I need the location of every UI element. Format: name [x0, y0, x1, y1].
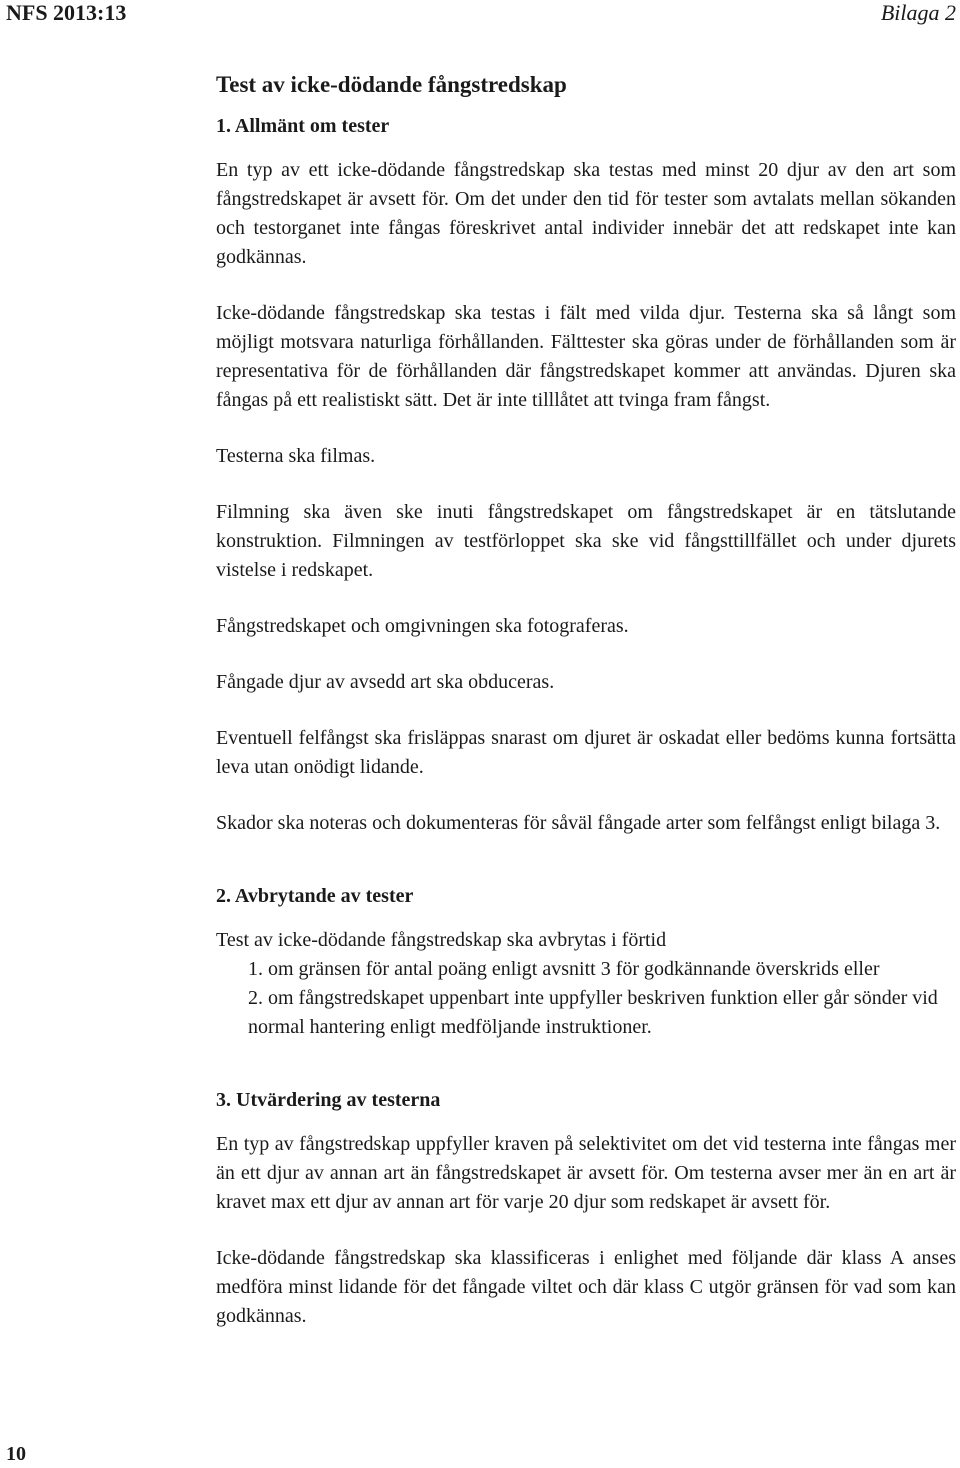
section-heading: 1. Allmänt om tester	[216, 115, 390, 137]
section-heading: 3. Utvärdering av testerna	[216, 1089, 441, 1111]
section-heading: 2. Avbrytande av tester	[216, 885, 414, 907]
paragraph: Icke-dödande fångstredskap ska klassificeras i enlighet med följande där klass A anses medföra minst lidande för det fångade viltet och där klass C utgör gränsen för vad som kan godkännas.	[216, 1247, 956, 1327]
paragraph: Fångade djur av avsedd art ska obduceras.	[216, 671, 555, 693]
document-body	[216, 70, 956, 1331]
section-general	[216, 112, 956, 838]
section-abort	[216, 882, 956, 1042]
paragraph: Skador ska noteras och dokumenteras för såväl fångade arter som felfångst enligt bilaga 3.	[216, 812, 941, 834]
paragraph: Eventuell felfångst ska frisläppas snarast om djuret är oskadat eller bedöms kunna fortsätta leva utan onödigt lidande.	[216, 727, 956, 778]
paragraph: Filmning ska även ske inuti fångstredskapet om fångstredskapet är en tätslutande konstruktion. Filmningen av testförloppet ska ske vid fångsttillfället och under djurets vistelse i redskapet.	[216, 501, 956, 581]
list-item: 2. om fångstredskapet uppenbart inte uppfyller beskriven funktion eller går sönder vid normal hantering enligt medföljande instruktioner.	[248, 987, 938, 1038]
abort-conditions-list	[248, 955, 956, 1042]
page-title: Test av icke-dödande fångstredskap	[216, 72, 567, 97]
section-evaluation	[216, 1086, 956, 1331]
paragraph: Test av icke-dödande fångstredskap ska avbrytas i förtid	[216, 929, 667, 951]
paragraph: En typ av fångstredskap uppfyller kraven på selektivitet om det vid testerna inte fångas mer än ett djur av annan art än fångstredskapet är avsett för. Om testerna avser mer än en art är kravet max ett djur av annan art för varje 20 djur som redskapet är avsett för.	[216, 1133, 956, 1213]
page-number: 10	[6, 1443, 26, 1465]
paragraph: Fångstredskapet och omgivningen ska fotograferas.	[216, 615, 629, 637]
list-item: 1. om gränsen för antal poäng enligt avsnitt 3 för godkännande överskrids eller	[248, 958, 880, 980]
document-code: NFS 2013:13	[6, 0, 127, 25]
paragraph: Icke-dödande fångstredskap ska testas i fält med vilda djur. Testerna ska så långt som möjligt motsvara naturliga förhållanden. Fälttester ska göras under de förhållanden som är representativa för de förhållanden där fångstredskapet kommer att användas. Djuren ska fångas på ett realistiskt sätt. Det är inte tilllåtet att tvinga fram fångst.	[216, 302, 956, 411]
paragraph: Testerna ska filmas.	[216, 445, 376, 467]
paragraph: En typ av ett icke-dödande fångstredskap ska testas med minst 20 djur av den art som fångstredskapet är avsett för. Om det under den tid för tester som avtalats mellan sökanden och testorganet inte fångas föreskrivet antal individer innebär det att redskapet inte kan godkännas.	[216, 159, 956, 268]
appendix-label: Bilaga 2	[880, 0, 956, 25]
